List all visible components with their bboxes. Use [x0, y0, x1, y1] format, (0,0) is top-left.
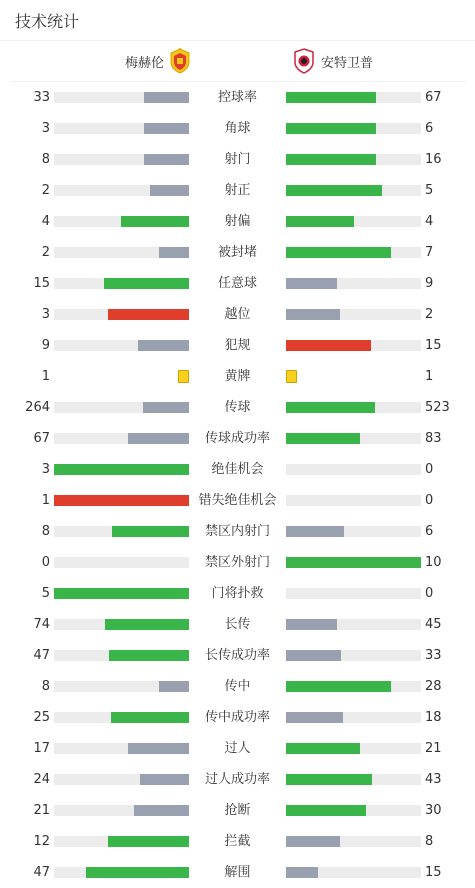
- home-stat-bar: [54, 867, 189, 878]
- home-stat-bar: [54, 216, 189, 227]
- home-stat-value: 3: [41, 121, 50, 136]
- stat-row: [0, 392, 475, 423]
- away-stat-bar-fill: [286, 433, 360, 444]
- home-stat-bar: [54, 402, 189, 413]
- home-stat-bar: [54, 495, 189, 506]
- away-stat-bar: [286, 464, 421, 475]
- home-stat-bar-fill: [54, 464, 189, 475]
- home-stat-bar-fill: [143, 402, 189, 413]
- stat-label: 过人: [224, 741, 251, 756]
- away-stat-bar: [286, 247, 421, 258]
- away-stat-bar-fill: [286, 557, 421, 568]
- away-team-name: 安特卫普: [321, 55, 374, 71]
- away-stat-value: 7: [425, 245, 434, 260]
- stat-row: [0, 826, 475, 857]
- stat-row: [0, 175, 475, 206]
- home-stat-bar-fill: [121, 216, 189, 227]
- stat-label: 射门: [224, 152, 251, 167]
- stat-label: 传球成功率: [204, 431, 270, 446]
- home-stat-bar: [54, 92, 189, 103]
- stat-row: [0, 237, 475, 268]
- away-stat-value: 83: [425, 431, 442, 446]
- away-stat-value: 15: [425, 338, 442, 353]
- away-stat-bar-fill: [286, 743, 360, 754]
- stat-label: 犯规: [224, 338, 251, 353]
- away-stat-bar: [286, 867, 421, 878]
- home-stat-bar: [54, 464, 189, 475]
- stat-row: [0, 206, 475, 237]
- away-stat-bar: [286, 402, 421, 413]
- stat-row: [0, 547, 475, 578]
- home-stat-bar: [54, 123, 189, 134]
- home-stat-bar-fill: [86, 867, 189, 878]
- stat-label: 禁区外射门: [204, 555, 270, 570]
- home-stat-bar-fill: [111, 712, 189, 723]
- home-stat-value: 3: [41, 307, 50, 322]
- stat-label: 拦截: [224, 834, 251, 849]
- away-stat-bar: [286, 92, 421, 103]
- stat-row: [0, 795, 475, 826]
- home-stat-value: 4: [41, 214, 50, 229]
- home-stat-value: 33: [33, 90, 50, 105]
- away-stat-bar: [286, 743, 421, 754]
- away-stat-value: 33: [425, 648, 442, 663]
- home-stat-bar: [54, 309, 189, 320]
- away-stat-value: 28: [425, 679, 442, 694]
- away-stat-value: 18: [425, 710, 442, 725]
- home-stat-bar-fill: [144, 92, 189, 103]
- away-stat-bar: [286, 619, 421, 630]
- stat-row: [0, 485, 475, 516]
- stat-row: [0, 516, 475, 547]
- home-stat-value: 1: [41, 369, 50, 384]
- title-divider: [0, 40, 475, 41]
- stat-row: [0, 82, 475, 113]
- away-stat-bar: [286, 340, 421, 351]
- away-stat-value: 30: [425, 803, 442, 818]
- home-stat-value: 74: [33, 617, 50, 632]
- stat-label: 长传: [224, 617, 251, 632]
- away-stat-value: 9: [425, 276, 434, 291]
- stat-row: [0, 144, 475, 175]
- stat-label: 绝佳机会: [211, 462, 264, 477]
- home-stat-value: 8: [41, 524, 50, 539]
- home-stat-bar-fill: [108, 309, 189, 320]
- stat-row: [0, 671, 475, 702]
- away-stat-bar: [286, 681, 421, 692]
- stat-row: [0, 640, 475, 671]
- stat-row: [0, 113, 475, 144]
- home-stat-value: 25: [33, 710, 50, 725]
- home-stat-bar: [54, 650, 189, 661]
- away-stat-bar-fill: [286, 774, 372, 785]
- home-stat-value: 9: [41, 338, 50, 353]
- home-stat-bar-fill: [128, 743, 189, 754]
- away-stat-bar: [286, 588, 421, 599]
- stat-label: 被封堵: [217, 245, 257, 260]
- home-stat-bar: [54, 588, 189, 599]
- away-stat-value: 15: [425, 865, 442, 880]
- away-stat-bar-fill: [286, 154, 376, 165]
- away-stat-bar-fill: [286, 247, 391, 258]
- stat-label: 传中成功率: [204, 710, 270, 725]
- away-stat-value: 0: [425, 493, 434, 508]
- away-stat-bar-fill: [286, 836, 340, 847]
- away-stat-bar: [286, 278, 421, 289]
- stat-label: 过人成功率: [204, 772, 270, 787]
- away-stat-bar: [286, 805, 421, 816]
- home-stat-bar-fill: [54, 495, 189, 506]
- away-stat-bar: [286, 650, 421, 661]
- home-stat-bar: [54, 278, 189, 289]
- home-stat-bar-fill: [144, 123, 189, 134]
- home-stat-value: 1: [41, 493, 50, 508]
- home-stat-value: 0: [41, 555, 50, 570]
- away-stat-value: 16: [425, 152, 442, 167]
- home-stat-bar-fill: [128, 433, 189, 444]
- stat-label: 长传成功率: [204, 648, 270, 663]
- stat-label: 传球: [224, 400, 251, 415]
- home-stat-value: 21: [33, 803, 50, 818]
- away-stat-bar-fill: [286, 805, 366, 816]
- away-stat-value: 21: [425, 741, 442, 756]
- home-stat-value: 24: [33, 772, 50, 787]
- stat-label: 门将扑救: [211, 586, 264, 601]
- stat-label: 越位: [224, 307, 251, 322]
- away-stat-bar-fill: [286, 619, 337, 630]
- away-stat-value: 6: [425, 121, 434, 136]
- away-stat-bar: [286, 526, 421, 537]
- away-stat-value: 10: [425, 555, 442, 570]
- home-team[interactable]: [125, 48, 191, 74]
- home-stat-value: 8: [41, 152, 50, 167]
- home-stat-bar-fill: [159, 247, 189, 258]
- royal-antwerp-crest-icon: [293, 48, 315, 74]
- away-team[interactable]: [293, 48, 373, 74]
- away-stat-value: 523: [425, 400, 450, 415]
- home-stat-bar: [54, 836, 189, 847]
- home-stat-bar: [54, 619, 189, 630]
- stat-row: [0, 423, 475, 454]
- home-stat-value: 5: [41, 586, 50, 601]
- away-stat-bar: [286, 185, 421, 196]
- stat-row: [0, 454, 475, 485]
- stats-list: [0, 82, 475, 888]
- away-stat-value: 5: [425, 183, 434, 198]
- stat-row: [0, 330, 475, 361]
- away-stat-bar-fill: [286, 123, 376, 134]
- stat-label: 角球: [224, 121, 251, 136]
- away-stat-bar-fill: [286, 216, 354, 227]
- home-stat-bar: [54, 526, 189, 537]
- away-stat-bar: [286, 774, 421, 785]
- stat-row: [0, 702, 475, 733]
- home-stat-bar-fill: [109, 650, 189, 661]
- away-stat-value: 0: [425, 462, 434, 477]
- home-stat-bar-fill: [112, 526, 189, 537]
- away-stat-bar-fill: [286, 681, 391, 692]
- away-stat-bar: [286, 557, 421, 568]
- away-stat-value: 6: [425, 524, 434, 539]
- away-stat-bar-fill: [286, 712, 343, 723]
- stat-row: [0, 764, 475, 795]
- away-stat-value: 1: [425, 369, 434, 384]
- home-stat-value: 2: [41, 183, 50, 198]
- stat-row: [0, 609, 475, 640]
- home-stat-bar-fill: [134, 805, 189, 816]
- stat-row: [0, 857, 475, 888]
- away-stat-bar: [286, 433, 421, 444]
- away-stat-bar: [286, 712, 421, 723]
- stat-row: [0, 361, 475, 392]
- home-stat-bar-fill: [104, 278, 189, 289]
- away-stat-bar-fill: [286, 340, 371, 351]
- home-stat-bar: [54, 557, 189, 568]
- away-stat-value: 2: [425, 307, 434, 322]
- home-stat-bar: [54, 340, 189, 351]
- home-stat-bar: [54, 805, 189, 816]
- home-stat-bar-fill: [144, 154, 189, 165]
- stat-label: 抢断: [224, 803, 251, 818]
- home-team-name: 梅赫伦: [125, 55, 165, 71]
- stat-label: 传中: [224, 679, 251, 694]
- away-stat-value: 8: [425, 834, 434, 849]
- stat-row: [0, 268, 475, 299]
- stat-label: 错失绝佳机会: [198, 493, 277, 508]
- home-stat-value: 15: [33, 276, 50, 291]
- home-stat-bar: [54, 247, 189, 258]
- stat-label: 射正: [224, 183, 251, 198]
- away-stat-bar-fill: [286, 402, 375, 413]
- home-stat-bar-fill: [54, 588, 189, 599]
- home-stat-bar-fill: [140, 774, 189, 785]
- stat-label: 任意球: [217, 276, 257, 291]
- stat-label: 解围: [224, 865, 251, 880]
- home-stat-value: 264: [25, 400, 50, 415]
- yellow-card-icon: [286, 370, 297, 383]
- away-stat-bar: [286, 309, 421, 320]
- home-stat-bar-fill: [150, 185, 189, 196]
- away-stat-bar: [286, 495, 421, 506]
- away-stat-value: 4: [425, 214, 434, 229]
- home-stat-value: 12: [33, 834, 50, 849]
- home-stat-bar-fill: [108, 836, 189, 847]
- home-stat-bar-fill: [159, 681, 189, 692]
- away-stat-bar-fill: [286, 185, 382, 196]
- home-stat-bar: [54, 743, 189, 754]
- away-stat-value: 43: [425, 772, 442, 787]
- stat-row: [0, 733, 475, 764]
- home-stat-bar: [54, 154, 189, 165]
- home-stat-value: 2: [41, 245, 50, 260]
- stat-label: 射偏: [224, 214, 251, 229]
- home-stat-value: 8: [41, 679, 50, 694]
- away-stat-bar: [286, 154, 421, 165]
- away-stat-bar: [286, 123, 421, 134]
- home-stat-value: 67: [33, 431, 50, 446]
- stat-row: [0, 578, 475, 609]
- stat-row: [0, 299, 475, 330]
- kv-mechelen-crest-icon: [169, 48, 191, 74]
- away-stat-bar: [286, 836, 421, 847]
- away-stat-bar-fill: [286, 309, 340, 320]
- home-stat-value: 3: [41, 462, 50, 477]
- stat-label: 黄牌: [224, 369, 251, 384]
- home-stat-bar: [54, 433, 189, 444]
- away-stat-bar-fill: [286, 278, 337, 289]
- away-stat-bar-fill: [286, 650, 341, 661]
- away-stat-value: 0: [425, 586, 434, 601]
- away-stat-bar-fill: [286, 92, 376, 103]
- home-stat-bar: [54, 774, 189, 785]
- home-stat-bar-fill: [105, 619, 189, 630]
- away-stat-bar-fill: [286, 867, 318, 878]
- stat-label: 控球率: [217, 90, 257, 105]
- home-stat-bar: [54, 681, 189, 692]
- page-title: 技术统计: [15, 12, 80, 31]
- home-stat-value: 17: [33, 741, 50, 756]
- away-stat-bar: [286, 216, 421, 227]
- away-stat-value: 45: [425, 617, 442, 632]
- away-stat-value: 67: [425, 90, 442, 105]
- stat-label: 禁区内射门: [204, 524, 270, 539]
- home-stat-value: 47: [33, 648, 50, 663]
- home-stat-bar: [54, 712, 189, 723]
- home-stat-value: 47: [33, 865, 50, 880]
- home-stat-bar-fill: [138, 340, 189, 351]
- away-stat-bar-fill: [286, 526, 344, 537]
- home-stat-bar: [54, 185, 189, 196]
- yellow-card-icon: [178, 370, 189, 383]
